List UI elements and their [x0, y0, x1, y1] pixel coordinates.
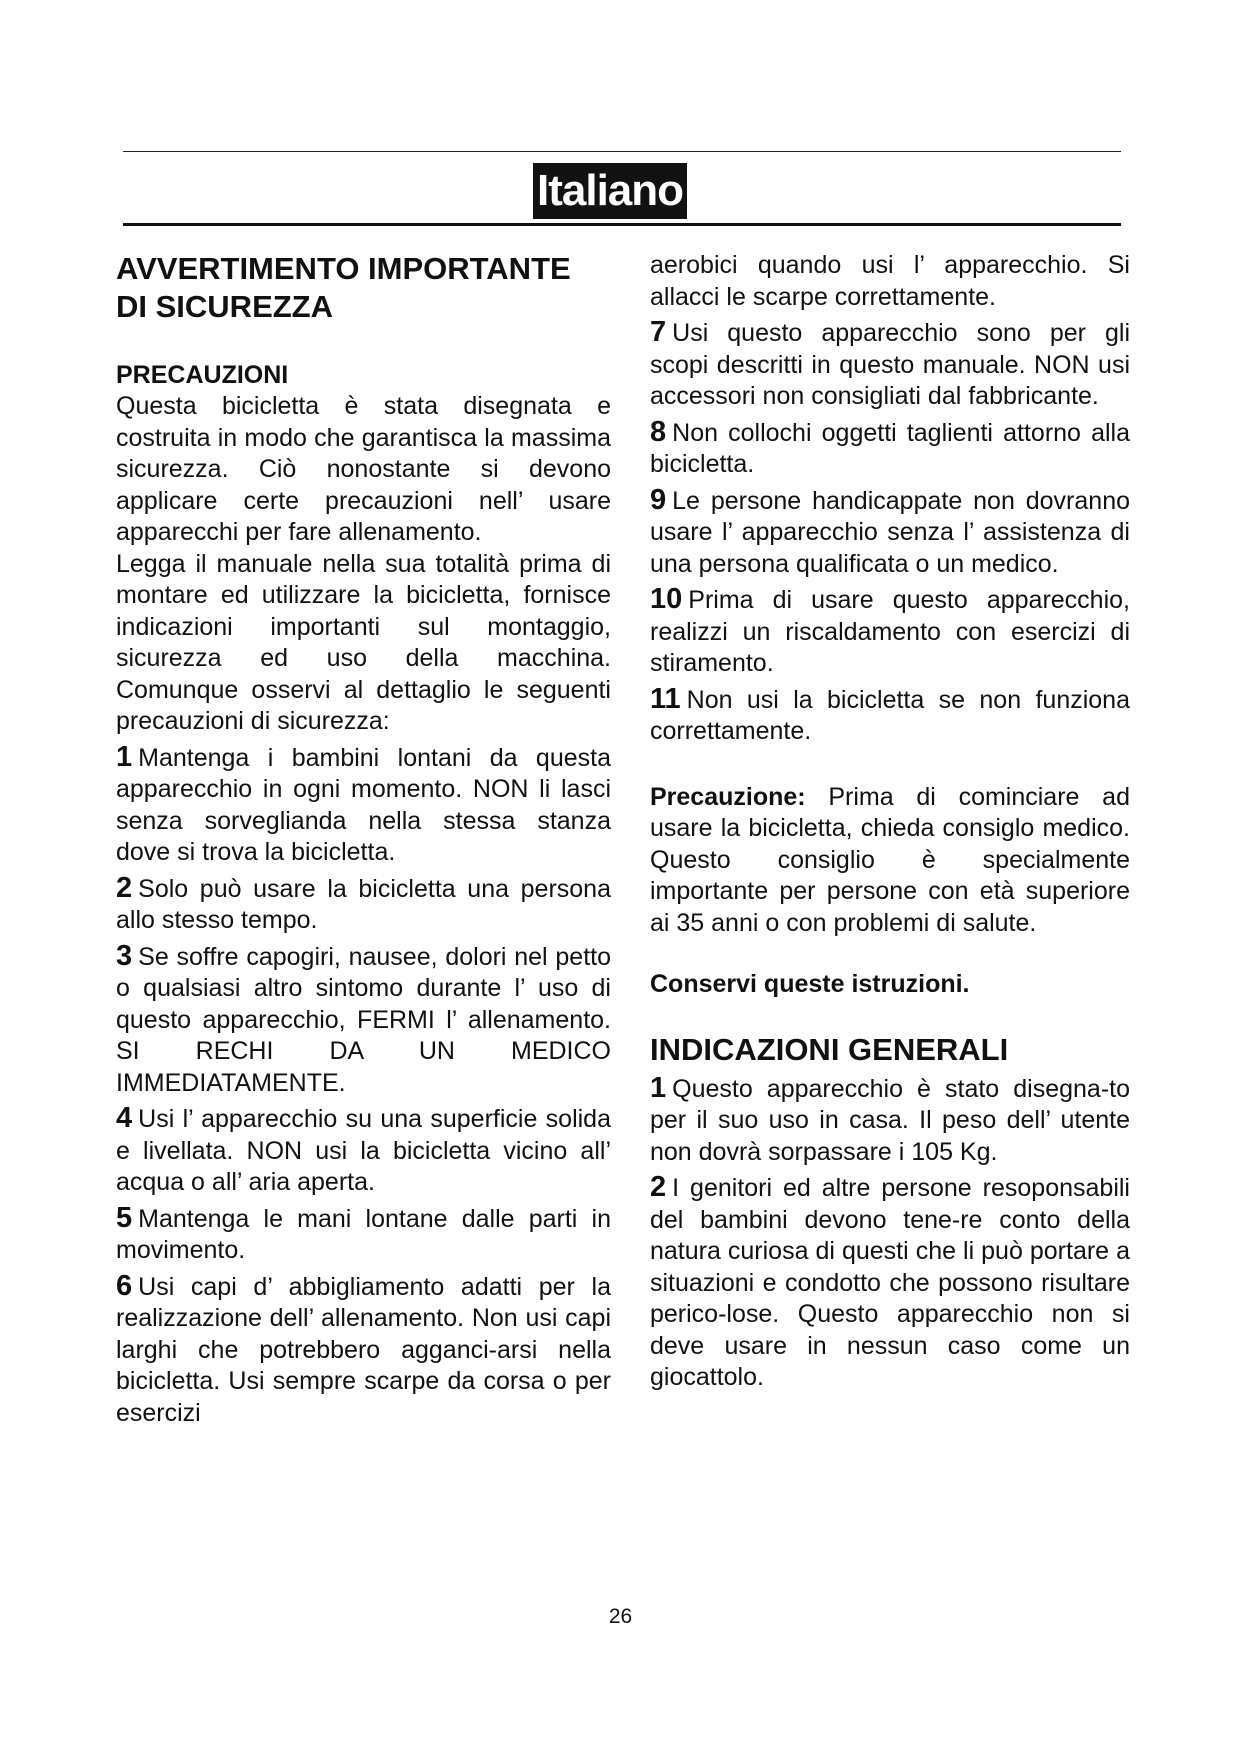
safety-item-11 [650, 684, 1130, 748]
item-number: 9 [650, 483, 667, 516]
item-number: 1 [650, 1071, 667, 1104]
safety-item-4 [116, 1103, 611, 1199]
item-text: Non usi la bicicletta se non funziona correttamente. [650, 685, 1130, 745]
caution-paragraph [650, 782, 1130, 940]
item-number: 10 [650, 583, 683, 615]
item-text: Questo apparecchio è stato disegna-to per il suo uso in casa. Il peso dell’ utente non dovrà sorpassare i 105 Kg. [650, 1074, 1130, 1166]
intro-paragraph-1: Questa bicicletta è stata disegnata e costruita in modo che garantisca la massima sicurezza. Ciò nonostante si devono applicare certe precauzioni nell’ usare apparecchi per fare allenamento. [116, 392, 611, 546]
safety-item-8 [650, 417, 1130, 481]
safety-item-2 [116, 873, 611, 937]
keep-instructions-note: Conservi queste istruzioni. [650, 970, 970, 998]
item-text: Usi l’ apparecchio su una superficie solida e livellata. NON usi la bicicletta vicino all’ acqua o all’ aria aperta. [116, 1105, 611, 1196]
item-text: Mantenga i bambini lontani da questa apparecchio in ogni momento. NON li lasci senza sorveglianda nella stessa stanza dove si trova la bicicletta. [116, 743, 611, 866]
header-bottom-rule [123, 223, 1121, 226]
header-top-rule [123, 151, 1121, 152]
safety-item-7 [650, 317, 1130, 413]
general-item-1 [650, 1073, 1130, 1169]
item-text: I genitori ed altre persone resoponsabili del bambini devono tene-re conto della natura curiosa di questi che li può portare a situazioni e condotto che possono risultare perico-lose. Questo apparecchio non si deve usare in nessun caso come un giocattolo. [650, 1174, 1130, 1391]
item-number: 2 [116, 871, 133, 904]
left-column [116, 250, 611, 1429]
language-badge: Italiano [533, 163, 687, 219]
intro-paragraph-2: Legga il manuale nella sua totalità prima di montare ed utilizzare la bicicletta, fornisce indicazioni importanti sul montaggio, sicurezza ed uso della macchina. Comunque osservi al dettaglio le seguenti precauzioni di sicurezza: [116, 549, 611, 735]
item-text: Se soffre capogiri, nausee, dolori nel petto o qualsiasi altro sintomo durante l’ uso di questo apparecchio, FERMI l’ allenamento. SI RECHI DA UN MEDICO IMMEDIATAMENTE. [116, 942, 611, 1097]
safety-item-9 [650, 485, 1130, 581]
item-6-continuation: aerobici quando usi l’ apparecchio. Si allacci le scarpe correttamente. [650, 251, 1130, 311]
item-text: Solo può usare la bicicletta una persona allo stesso tempo. [116, 874, 611, 934]
right-column [650, 250, 1130, 1394]
item-number: 1 [116, 740, 133, 773]
general-item-2 [650, 1172, 1130, 1394]
safety-title-line2: DI SICUREZZA [116, 289, 333, 324]
safety-item-3 [116, 941, 611, 1100]
item-text: Prima di usare questo apparecchio, realizzi un riscaldamento con esercizi di stiramento. [650, 586, 1130, 677]
safety-item-5 [116, 1203, 611, 1267]
safety-title-line1: AVVERTIMENTO IMPORTANTE [116, 251, 571, 286]
item-number: 5 [116, 1201, 133, 1234]
item-number: 4 [116, 1102, 133, 1134]
safety-item-1 [116, 742, 611, 869]
item-number: 2 [650, 1171, 667, 1203]
item-text: Mantenga le mani lontane dalle parti in movimento. [116, 1204, 611, 1264]
item-text: Usi questo apparecchio sono per gli scopi descritti in questo manuale. NON usi accessori non consigliati dal fabbricante. [650, 319, 1130, 410]
item-text: Non collochi oggetti taglienti attorno alla bicicletta. [650, 418, 1130, 478]
safety-item-6 [116, 1271, 611, 1430]
item-number: 8 [650, 415, 667, 448]
caution-label: Precauzione: [650, 782, 806, 811]
page-number: 26 [608, 1605, 633, 1628]
item-number: 6 [116, 1269, 133, 1302]
safety-item-10 [650, 584, 1130, 680]
precautions-heading: PRECAUZIONI [116, 361, 289, 389]
item-text: Usi capi d’ abbigliamento adatti per la realizzazione dell’ allenamento. Non usi capi larghi che potrebbero agganci-arsi nella bicicletta. Usi sempre scarpe da corsa o per esercizi [116, 1272, 611, 1427]
general-indications-title: INDICAZIONI GENERALI [650, 1031, 1009, 1067]
item-text: Le persone handicappate non dovranno usare l’ apparecchio senza l’ assistenza di una persona qualificata o un medico. [650, 486, 1130, 578]
caution-text: Prima di cominciare ad usare la bicicletta, chieda consiglo medico. Questo consiglio è specialmente importante per persone con età superiore ai 35 anni o con problemi di salute. [650, 782, 1130, 937]
item-number: 7 [650, 316, 667, 348]
item-number: 11 [650, 682, 681, 715]
item-number: 3 [116, 939, 133, 972]
